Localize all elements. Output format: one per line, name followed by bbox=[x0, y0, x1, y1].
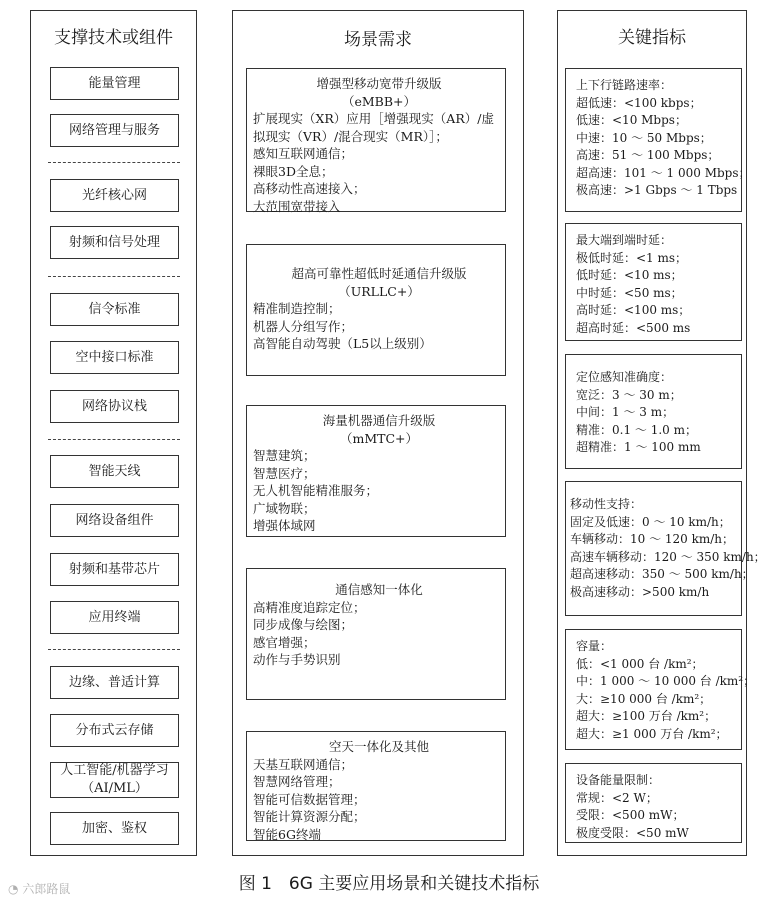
support-tech-title: 支撑技术或组件 bbox=[54, 28, 173, 48]
scenario-mmtc: 海量机器通信升级版 （mMTC+） 智慧建筑； 智慧医疗； 无人机智能精准服务； 广域物联； 增强体域网 bbox=[246, 405, 506, 537]
component-energy-management: 能量管理 bbox=[50, 67, 179, 100]
key-metrics-title: 关键指标 bbox=[618, 28, 686, 48]
metric-capacity: 容量： 低：<1 000 台 /km²； 中：1 000 ～ 10 000 台 /km²； 大：≥10 000 台 /km²； 超大：≥100 万台 /km²； 超大：≥1 000 万台 /km²； bbox=[565, 629, 742, 750]
sensing-title: 通信感知一体化 bbox=[335, 582, 423, 597]
watermark-icon: ◔ bbox=[8, 882, 19, 896]
embb-abbr: （eMBB+） bbox=[341, 93, 417, 109]
component-rf-signal: 射频和信号处理 bbox=[50, 226, 179, 259]
component-smart-antenna: 智能天线 bbox=[50, 455, 179, 488]
group-divider bbox=[48, 276, 180, 277]
urllc-abbr: （URLLC+） bbox=[338, 283, 420, 299]
watermark: ◔ 六郎路鼠 bbox=[8, 882, 71, 896]
component-network-equipment: 网络设备组件 bbox=[50, 504, 179, 537]
mmtc-title: 海量机器通信升级版 bbox=[322, 413, 436, 428]
group-divider bbox=[48, 162, 180, 163]
mmtc-abbr: （mMTC+） bbox=[339, 430, 419, 446]
component-cloud-storage: 分布式云存储 bbox=[50, 714, 179, 747]
component-edge-computing: 边缘、普适计算 bbox=[50, 666, 179, 699]
component-signaling-standard: 信令标准 bbox=[50, 293, 179, 326]
figure-caption: 图 1 6G 主要应用场景和关键技术指标 bbox=[238, 874, 540, 894]
component-fiber-core: 光纤核心网 bbox=[50, 179, 179, 212]
metric-data-rate: 上下行链路速率： 超低速：<100 kbps； 低速：<10 Mbps； 中速：10 ～ 50 Mbps； 高速：51 ～ 100 Mbps； 超高速：101 ～ 1 000 Mbps； 极高速：>1 Gbps ～ 1 Tbps bbox=[565, 68, 742, 212]
scenario-embb: 增强型移动宽带升级版 （eMBB+） 扩展现实（XR）应用［增强现实（AR）/虚 拟现实（VR）/混合现实（MR）］； 感知互联网通信； 裸眼3D全息； 高移动性高速接入； 大范围宽带接入 bbox=[246, 68, 506, 212]
scenario-title: 场景需求 bbox=[344, 30, 412, 50]
scenario-space-air: 空天一体化及其他 天基互联网通信； 智慧网络管理； 智能可信数据管理； 智能计算资源分配； 智能6G终端 bbox=[246, 731, 506, 841]
metric-mobility: 移动性支持： 固定及低速：0 ～ 10 km/h； 车辆移动：10 ～ 120 km/h； 高速车辆移动：120 ～ 350 km/h； 超高速移动：350 ～ 500 km/h； 极高速移动：>500 km/h bbox=[565, 481, 742, 616]
component-rf-baseband-chip: 射频和基带芯片 bbox=[50, 553, 179, 586]
group-divider bbox=[48, 649, 180, 650]
scenario-urllc: 超高可靠性超低时延通信升级版 （URLLC+） 精准制造控制； 机器人分组写作； 高智能自动驾驶（L5以上级别） bbox=[246, 244, 506, 376]
space-title: 空天一体化及其他 bbox=[328, 739, 429, 754]
metric-energy: 设备能量限制： 常规：<2 W； 受限：<500 mW； 极度受限：<50 mW bbox=[565, 763, 742, 843]
component-air-interface: 空中接口标准 bbox=[50, 341, 179, 374]
scenario-sensing: 通信感知一体化 高精准度追踪定位； 同步成像与绘图； 感官增强； 动作与手势识别 bbox=[246, 568, 506, 700]
component-app-terminal: 应用终端 bbox=[50, 601, 179, 634]
component-encryption-auth: 加密、鉴权 bbox=[50, 812, 179, 845]
urllc-title: 超高可靠性超低时延通信升级版 bbox=[291, 266, 467, 281]
embb-title: 增强型移动宽带升级版 bbox=[316, 76, 442, 91]
component-network-management: 网络管理与服务 bbox=[50, 114, 179, 147]
component-ai-ml: 人工智能/机器学习 （AI/ML） bbox=[50, 762, 179, 798]
group-divider bbox=[48, 439, 180, 440]
metric-positioning: 定位感知准确度： 宽泛：3 ～ 30 m； 中间：1 ～ 3 m； 精准：0.1 ～ 1.0 m； 超精准：1 ～ 100 mm bbox=[565, 354, 742, 469]
component-protocol-stack: 网络协议栈 bbox=[50, 390, 179, 423]
metric-latency: 最大端到端时延： 极低时延：<1 ms； 低时延：<10 ms； 中时延：<50 ms； 高时延：<100 ms； 超高时延：<500 ms bbox=[565, 223, 742, 341]
